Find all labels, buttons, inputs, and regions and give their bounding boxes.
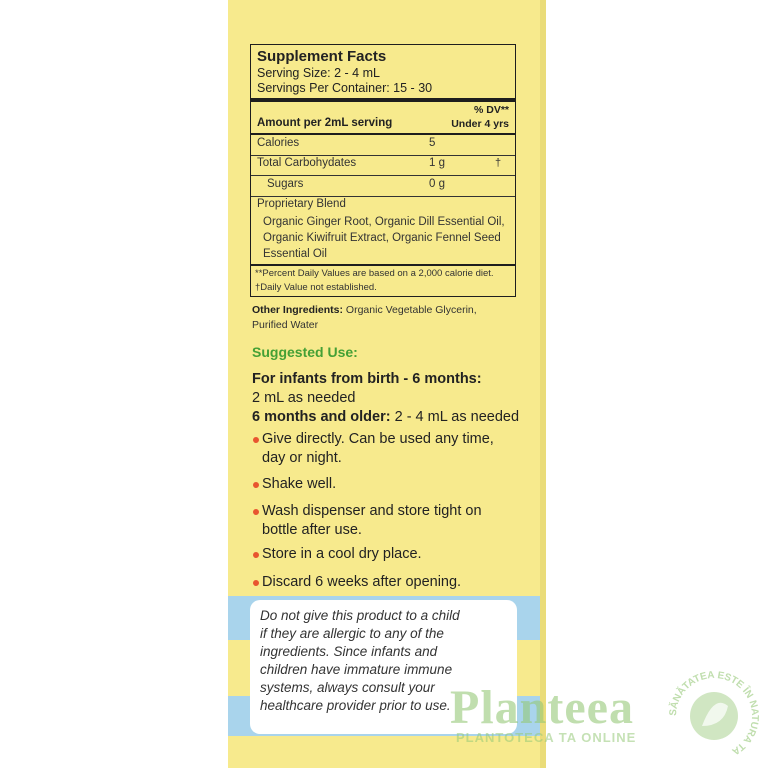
dosage-infants-amount: 2 mL as needed <box>252 390 356 406</box>
dosage-infants-label: For infants from birth - 6 months: <box>252 371 482 387</box>
blend-ingredients <box>263 214 511 262</box>
row-divider <box>251 175 515 176</box>
dv-header-line1: % DV** <box>473 104 509 116</box>
bullet-line: Discard 6 weeks after opening. <box>262 574 462 590</box>
bullet-item <box>262 545 522 564</box>
dosage-older-amount: 2 - 4 mL as needed <box>390 409 520 425</box>
other-ingredients-text: Organic Vegetable Glycerin, <box>343 304 477 316</box>
amount-header: Amount per 2mL serving <box>257 117 393 129</box>
other-ingredients <box>252 303 522 333</box>
bullet-item <box>262 475 522 494</box>
blend-line: Organic Kiwifruit Extract, Organic Fennel Seed <box>263 232 501 244</box>
dv-header-line2: Under 4 yrs <box>451 118 509 130</box>
row-label-sugars: Sugars <box>267 178 304 190</box>
row-dv-carbohydrates: † <box>495 157 502 169</box>
row-label-carbohydrates: Total Carbohydates <box>257 157 357 169</box>
row-label-calories: Calories <box>257 137 300 149</box>
facts-rule-bottom <box>251 264 515 266</box>
box-side-edge <box>540 0 546 768</box>
bullet-dot <box>253 482 259 488</box>
bullet-item <box>262 573 522 592</box>
row-value-calories: 5 <box>429 137 436 149</box>
bullet-line: Store in a cool dry place. <box>262 546 422 562</box>
serving-size: Serving Size: 2 - 4 mL <box>257 66 380 80</box>
supplement-facts-panel <box>250 44 516 297</box>
blend-line: Essential Oil <box>263 248 327 260</box>
bullet-dot <box>253 552 259 558</box>
warning-line: Do not give this product to a child <box>260 608 460 623</box>
bullet-line: day or night. <box>262 450 342 466</box>
row-value-sugars: 0 g <box>429 178 445 190</box>
bullet-dot <box>253 437 259 443</box>
facts-rule-thick <box>251 98 515 102</box>
footnote-dv: **Percent Daily Values are based on a 2,000 calorie diet. <box>255 268 494 279</box>
bullet-line: Wash dispenser and store tight on <box>262 503 482 519</box>
bullet-line: bottle after use. <box>262 522 362 538</box>
footnote-dagger: †Daily Value not established. <box>255 282 377 293</box>
warning-line: systems, always consult your <box>260 680 435 695</box>
bullet-line: Shake well. <box>262 476 337 492</box>
dosage-older-label: 6 months and older: <box>252 409 391 425</box>
bullet-dot <box>253 580 259 586</box>
row-value-carbohydrates: 1 g <box>429 157 445 169</box>
watermark-tagline: PLANTOTECA TA ONLINE <box>456 730 637 745</box>
other-ingredients-label: Other Ingredients: <box>252 304 344 316</box>
row-divider <box>251 196 515 197</box>
blend-label: Proprietary Blend <box>257 198 346 210</box>
suggested-use-heading: Suggested Use: <box>252 344 358 360</box>
watermark-seal-icon <box>662 664 766 768</box>
servings-per-container: Servings Per Container: 15 - 30 <box>257 81 433 95</box>
dv-header <box>451 103 509 131</box>
bullet-dot <box>253 509 259 515</box>
warning-line: ingredients. Since infants and <box>260 644 438 659</box>
row-divider <box>251 155 515 156</box>
bullet-item <box>262 430 522 468</box>
dosage-infants <box>252 370 519 427</box>
warning-line: if they are allergic to any of the <box>260 626 444 641</box>
watermark-brand: Planteea <box>450 681 634 734</box>
blend-line: Organic Ginger Root, Organic Dill Essential Oil, <box>263 216 505 228</box>
seal-text: SĂNĂTATEA ESTE ÎN NATURA TA <box>667 669 761 757</box>
bullet-line: Give directly. Can be used any time, <box>262 431 494 447</box>
facts-title: Supplement Facts <box>257 48 387 65</box>
bullet-item <box>262 502 522 540</box>
facts-rule-medium <box>251 133 515 135</box>
warning-line: healthcare provider prior to use. <box>260 698 451 713</box>
warning-line: children have immature immune <box>260 662 453 677</box>
other-ingredients-text-2: Purified Water <box>252 319 319 331</box>
